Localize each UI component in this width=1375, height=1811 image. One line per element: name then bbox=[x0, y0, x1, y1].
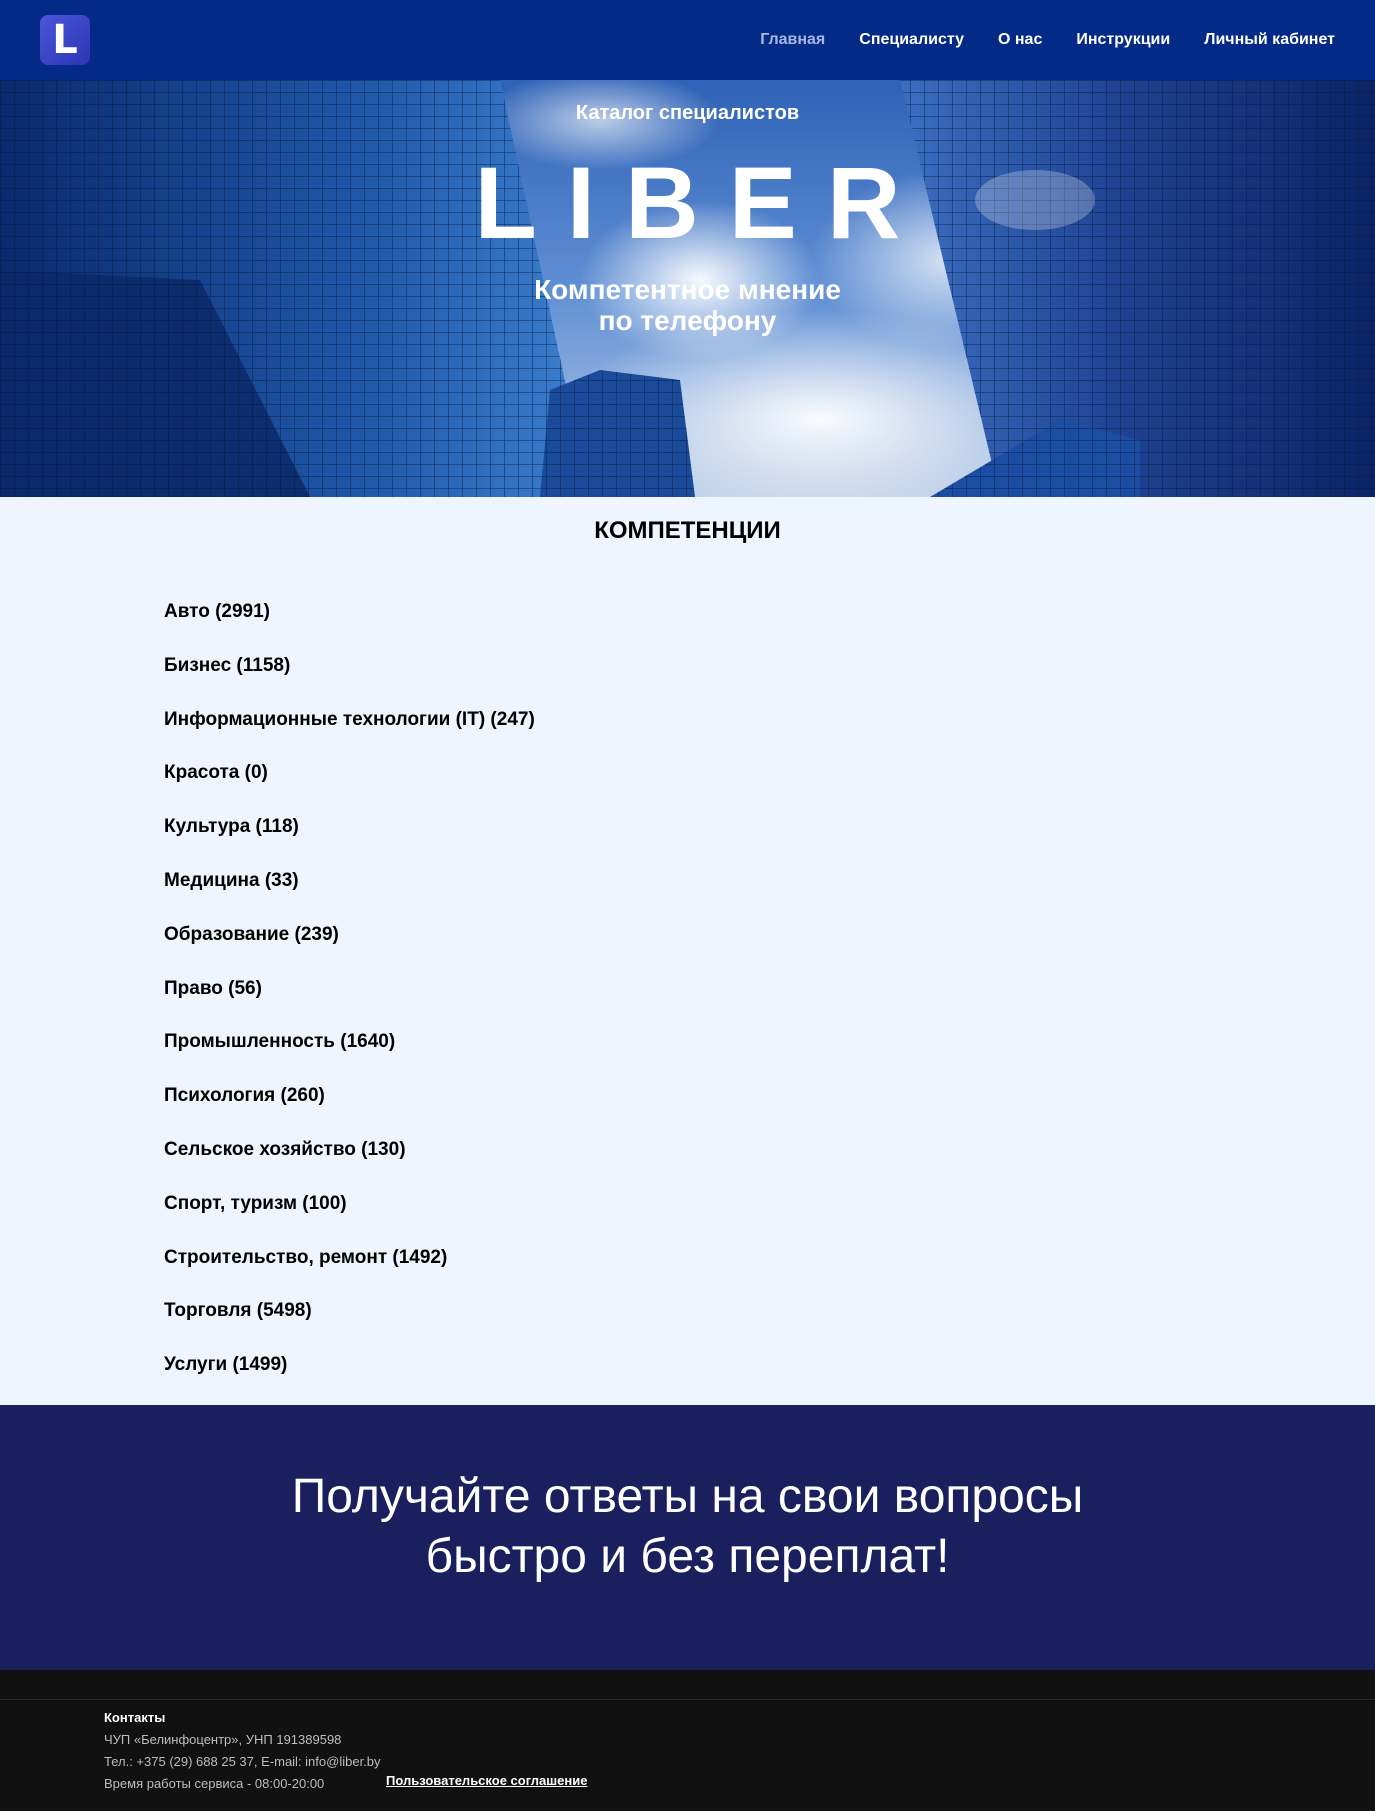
competencies-list bbox=[164, 601, 535, 1408]
competency-item-it[interactable]: Информационные технологии (IT) (247) bbox=[164, 708, 535, 730]
hero-tagline-line1: Компетентное мнение bbox=[534, 274, 841, 305]
hero-brand-title: LIBER bbox=[474, 146, 931, 260]
promo-line1: Получайте ответы на свои вопросы bbox=[291, 1470, 1084, 1523]
promo-text bbox=[0, 1467, 1375, 1587]
hero-subtitle: Каталог специалистов bbox=[575, 102, 800, 124]
liber-logo[interactable]: L bbox=[40, 15, 90, 65]
competency-item-auto[interactable]: Авто (2991) bbox=[164, 601, 271, 622]
competency-item-education[interactable]: Образование (239) bbox=[164, 923, 339, 945]
hero-tagline-line2: по телефону bbox=[598, 305, 777, 336]
hero-banner bbox=[0, 80, 1375, 497]
competency-item-trade[interactable]: Торговля (5498) bbox=[164, 1300, 312, 1322]
competencies-title: КОМПЕТЕНЦИИ bbox=[594, 517, 781, 544]
site-footer bbox=[0, 1670, 1375, 1811]
user-agreement-link[interactable]: Пользовательское соглашение bbox=[386, 1773, 588, 1788]
top-navbar bbox=[0, 0, 1375, 80]
hero-tagline bbox=[0, 274, 1375, 336]
footer-contacts bbox=[104, 1707, 381, 1795]
competency-item-sport[interactable]: Спорт, туризм (100) bbox=[164, 1192, 347, 1214]
competency-item-business[interactable]: Бизнес (1158) bbox=[164, 654, 291, 676]
competency-item-construction[interactable]: Строительство, ремонт (1492) bbox=[164, 1246, 448, 1268]
competency-item-beauty[interactable]: Красота (0) bbox=[164, 762, 268, 784]
competency-item-psychology[interactable]: Психология (260) bbox=[164, 1085, 325, 1107]
nav-specialist-link[interactable]: Специалисту bbox=[859, 31, 964, 48]
main-nav bbox=[760, 0, 1335, 80]
competency-item-services[interactable]: Услуги (1499) bbox=[164, 1354, 288, 1376]
competency-item-law[interactable]: Право (56) bbox=[164, 977, 262, 999]
competencies-section bbox=[0, 497, 1375, 1405]
competency-item-culture[interactable]: Культура (118) bbox=[164, 816, 299, 838]
competency-item-industry[interactable]: Промышленность (1640) bbox=[164, 1031, 396, 1053]
competency-item-agriculture[interactable]: Сельское хозяйство (130) bbox=[164, 1138, 406, 1160]
promo-line2: быстро и без переплат! bbox=[425, 1530, 950, 1583]
nav-about-link[interactable]: О нас bbox=[997, 31, 1043, 48]
nav-instructions-link[interactable]: Инструкции bbox=[1076, 31, 1171, 48]
footer-contacts-heading: Контакты bbox=[104, 1710, 166, 1725]
nav-account-link[interactable]: Личный кабинет bbox=[1204, 31, 1335, 48]
competency-item-medicine[interactable]: Медицина (33) bbox=[164, 869, 299, 891]
footer-divider bbox=[0, 1699, 1375, 1700]
footer-hours: Время работы сервиса - 08:00-20:00 bbox=[104, 1776, 325, 1791]
footer-company: ЧУП «Белинфоцентр», УНП 191389598 bbox=[104, 1732, 342, 1747]
footer-phone-email: Тел.: +375 (29) 688 25 37, E-mail: info@liber.by bbox=[104, 1754, 381, 1769]
nav-home-link[interactable]: Главная bbox=[760, 31, 826, 48]
promo-banner bbox=[0, 1405, 1375, 1670]
